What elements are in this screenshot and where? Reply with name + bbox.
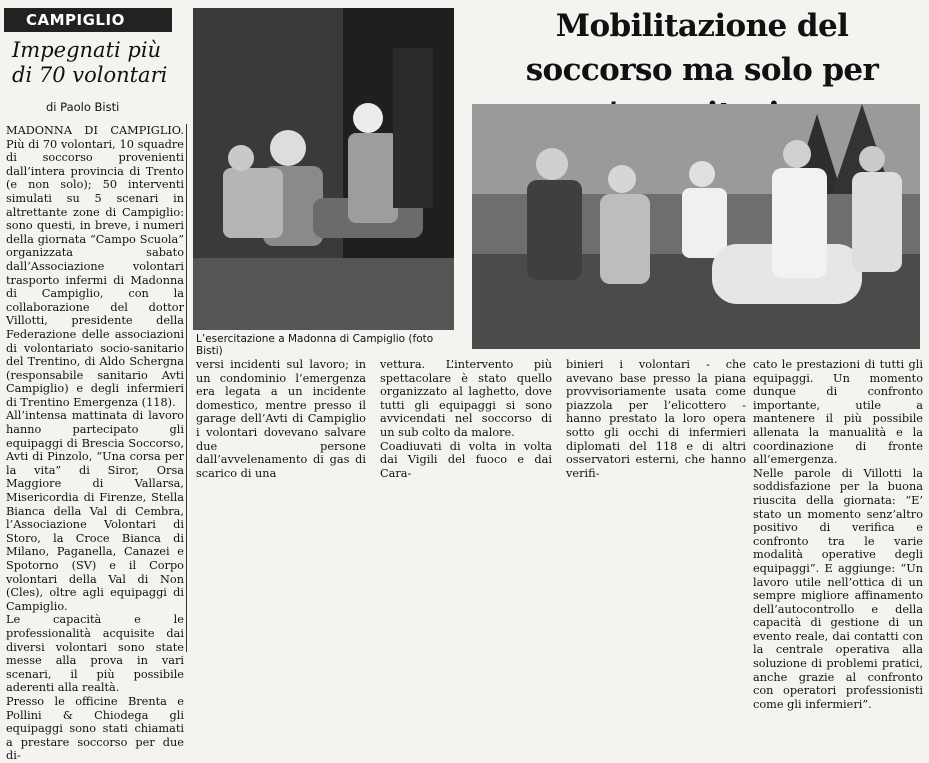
rescue-photo-indoor (193, 8, 454, 330)
section-label: CAMPIGLIO (4, 8, 172, 32)
article-column-4: binieri i volontari - che avevano base presso la piana provvisoriamente usata come piazzola per l’elicottero - hanno prestato la loro opera sotto gli occhi di infermieri diplomati del 118 e di altri osservatori esterni, che hanno verifi- (566, 358, 746, 480)
subheadline: Impegnati più di 70 volontari (12, 38, 168, 87)
rescue-photo-outdoor (472, 104, 920, 349)
article-column-5: cato le prestazioni di tutti gli equipaggi. Un momento dunque di confronto importante, utile a mantenere il più possibile allenata la manualità e la coordinazione di fronte all’emergenza. Nelle parole di Villotti la soddisfazione per la buona riuscita della giornata: “E’ stato un momento senz’altro positivo di verifica e confronto tra le varie modalità operative degli equipaggi”. E aggiunge: “Un lavoro utile nell’ottica di un sempre migliore affinamento dell’autocontrollo e della capacità di gestione di un evento reale, dai contatti con la centrale operativa alla soluzione di problemi pratici, anche grazie al confronto con operatori professionisti come gli infermieri”. (753, 358, 923, 711)
rescue-photo-outdoor-illustration (472, 104, 920, 349)
headline: Mobilitazione del soccorso ma solo per (525, 8, 879, 88)
column-rule (186, 124, 187, 652)
article-column-2: versi incidenti sul lavoro; in un condominio l’emergenza era legata a un incidente domestico, mentre presso il garage dell’Avti di Campiglio i volontari dovevano salvare due persone dall’avvelenamento di gas di scarico di una (196, 358, 366, 480)
rescue-photo-indoor-illustration (193, 8, 454, 330)
photo-caption: L’esercitazione a Madonna di Campiglio (foto Bisti) (196, 333, 434, 357)
article-column-3: vettura. L’intervento più spettacolare è stato quello organizzato al laghetto, dove tutti gli equipaggi si sono avvicendati nel soccorso di un sub colto da malore. Coadiuvati di volta in volta dai Vigili del fuoco e dai Cara- (380, 358, 552, 480)
article-column-1: MADONNA DI CAMPIGLIO. Più di 70 volontari, 10 squadre di soccorso provenienti dall’intera provincia di Trento (e non solo); 50 interventi simulati su 5 scenari in altrettante zone di Campiglio: sono questi, in breve, i numeri della giornata “Campo Scuola” organizzata sabato dall’Associazione volontari trasporto infermi di Madonna di Campiglio, con la collaborazione del dottor Villotti, presidente della Federazione delle associazioni di volontariato socio-sanitario del Trentino, di Aldo Schergna (responsabile sanitario Avti Campiglio) e degli infermieri di Trentino Emergenza (118). All’intensa mattinata di lavoro hanno partecipato gli equipaggi di Brescia Soccorso, Avti di Pinzolo, “Una corsa per la vita” di Siror, Orsa Maggiore di Vallarsa, Misericordia di Firenze, Stella Bianca della Val di Cembra, l’Associazione Volontari di Storo, la Croce Bianca di Milano, Paganella, Canazei e Spotorno (SV) e il Corpo volontari della Val di Non (Cles), oltre agli equipaggi di Campiglio. Le capacità e le professionalità acquisite dai diversi volontari sono state messe alla prova in vari scenari, il più possibile aderenti alla realtà. Presso le officine Brenta e Pollini & Chiodega gli equipaggi sono stati chiamati a prestare soccorso per due di- (6, 124, 184, 763)
byline: di Paolo Bisti (46, 100, 120, 114)
